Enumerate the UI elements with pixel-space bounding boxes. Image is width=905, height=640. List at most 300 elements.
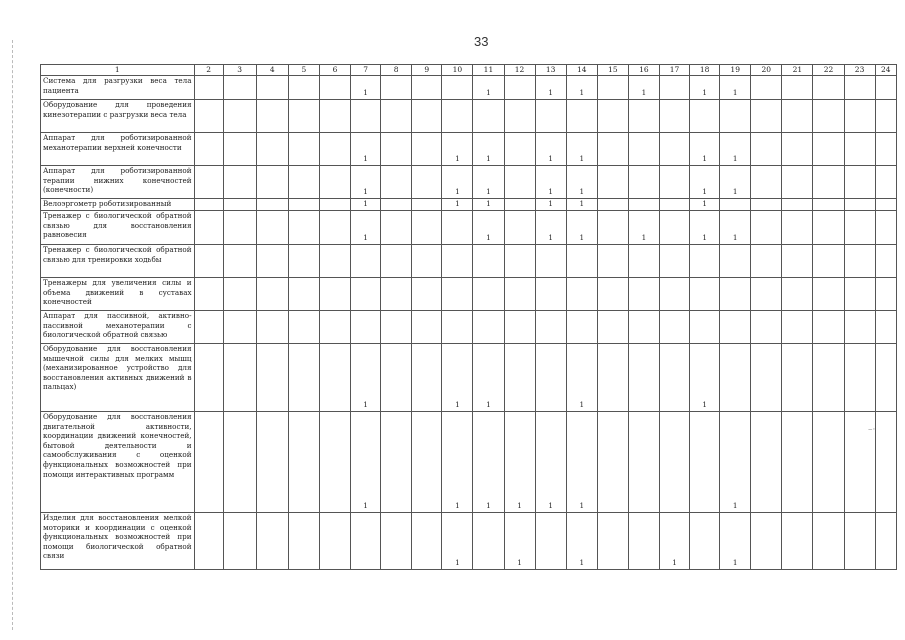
equipment-name: Аппарат для роботизированной терапии нижних конечностей (конечности) (41, 166, 195, 199)
table-cell-col-22 (813, 133, 844, 166)
table-cell-col-18 (690, 245, 720, 278)
table-cell-col-21 (782, 76, 813, 100)
table-cell-col-15 (597, 412, 628, 513)
table-cell-col-7: 1 (351, 166, 381, 199)
table-cell-col-10 (442, 211, 473, 245)
table-cell-col-2 (194, 513, 223, 570)
table-cell-col-18: 1 (690, 199, 720, 211)
table-cell-col-15 (597, 311, 628, 344)
column-header-15: 15 (597, 65, 628, 76)
table-cell-col-5 (288, 211, 319, 245)
table-cell-col-20 (751, 344, 782, 412)
table-cell-col-10: 1 (442, 513, 473, 570)
table-cell-col-7: 1 (351, 211, 381, 245)
table-cell-col-13 (535, 278, 566, 311)
table-cell-col-4 (256, 344, 288, 412)
table-cell-col-6 (319, 344, 350, 412)
table-cell-col-10 (442, 245, 473, 278)
table-cell-col-5 (288, 76, 319, 100)
table-cell-col-16: 1 (628, 76, 659, 100)
table-cell-col-8 (381, 76, 412, 100)
table-cell-col-3 (223, 311, 256, 344)
table-cell-col-7 (351, 513, 381, 570)
table-cell-col-10: 1 (442, 166, 473, 199)
table-cell-col-14 (566, 278, 597, 311)
table-cell-col-19: 1 (720, 211, 751, 245)
table-cell-col-9 (412, 76, 442, 100)
table-row (41, 100, 897, 133)
table-cell-col-24 (875, 311, 896, 344)
table-cell-col-19 (720, 199, 751, 211)
table-cell-col-15 (597, 76, 628, 100)
table-cell-col-11 (473, 100, 504, 133)
table-cell-col-4 (256, 100, 288, 133)
table-cell-col-21 (782, 344, 813, 412)
table-cell-col-17 (659, 412, 689, 513)
table-cell-col-7: 1 (351, 412, 381, 513)
table-cell-col-11 (473, 311, 504, 344)
table-cell-col-2 (194, 278, 223, 311)
table-cell-col-20 (751, 166, 782, 199)
table-cell-col-9 (412, 311, 442, 344)
column-header-21: 21 (782, 65, 813, 76)
column-header-18: 18 (690, 65, 720, 76)
table-cell-col-18 (690, 311, 720, 344)
table-cell-col-9 (412, 166, 442, 199)
table-cell-col-24 (875, 513, 896, 570)
table-cell-col-23 (844, 76, 875, 100)
table-cell-col-13: 1 (535, 199, 566, 211)
table-cell-col-9 (412, 513, 442, 570)
table-cell-col-15 (597, 133, 628, 166)
table-cell-col-3 (223, 245, 256, 278)
table-cell-col-24 (875, 76, 896, 100)
table-cell-col-22 (813, 513, 844, 570)
table-cell-col-16 (628, 344, 659, 412)
table-cell-col-3 (223, 100, 256, 133)
margin-dashed-line (12, 40, 14, 630)
table-cell-col-8 (381, 344, 412, 412)
table-row (41, 513, 897, 570)
table-cell-col-21 (782, 278, 813, 311)
table-cell-col-8 (381, 166, 412, 199)
table-cell-col-4 (256, 513, 288, 570)
table-cell-col-14 (566, 100, 597, 133)
table-row (41, 245, 897, 278)
column-header-5: 5 (288, 65, 319, 76)
table-cell-col-7: 1 (351, 133, 381, 166)
table-cell-col-19: 1 (720, 412, 751, 513)
table-cell-col-20 (751, 199, 782, 211)
table-cell-col-22 (813, 76, 844, 100)
table-cell-col-21 (782, 133, 813, 166)
table-cell-col-12 (504, 245, 535, 278)
table-cell-col-6 (319, 76, 350, 100)
table-cell-col-7 (351, 245, 381, 278)
table-cell-col-19: 1 (720, 513, 751, 570)
table-cell-col-20 (751, 311, 782, 344)
table-cell-col-12 (504, 133, 535, 166)
table-cell-col-2 (194, 311, 223, 344)
column-header-14: 14 (566, 65, 597, 76)
table-cell-col-20 (751, 76, 782, 100)
table-cell-col-3 (223, 166, 256, 199)
table-cell-col-11 (473, 278, 504, 311)
table-cell-col-13: 1 (535, 211, 566, 245)
table-cell-col-22 (813, 211, 844, 245)
table-cell-col-13 (535, 100, 566, 133)
table-cell-col-3 (223, 211, 256, 245)
table-cell-col-12 (504, 199, 535, 211)
table-cell-col-24 (875, 166, 896, 199)
table-cell-col-20 (751, 513, 782, 570)
table-cell-col-11: 1 (473, 133, 504, 166)
table-cell-col-19 (720, 100, 751, 133)
table-cell-col-20 (751, 133, 782, 166)
column-header-13: 13 (535, 65, 566, 76)
table-cell-col-15 (597, 513, 628, 570)
table-row (41, 311, 897, 344)
table-cell-col-21 (782, 211, 813, 245)
table-cell-col-6 (319, 166, 350, 199)
table-cell-col-18 (690, 100, 720, 133)
table-cell-col-15 (597, 245, 628, 278)
table-cell-col-2 (194, 166, 223, 199)
table-cell-col-24 (875, 100, 896, 133)
table-cell-col-10 (442, 311, 473, 344)
table-cell-col-14 (566, 311, 597, 344)
table-cell-col-10 (442, 76, 473, 100)
table-cell-col-15 (597, 278, 628, 311)
table-cell-col-18: 1 (690, 133, 720, 166)
table-cell-col-13: 1 (535, 133, 566, 166)
table-cell-col-7: 1 (351, 199, 381, 211)
table-cell-col-15 (597, 199, 628, 211)
table-cell-col-11: 1 (473, 199, 504, 211)
column-header-17: 17 (659, 65, 689, 76)
table-cell-col-5 (288, 100, 319, 133)
table-cell-col-16 (628, 412, 659, 513)
column-header-3: 3 (223, 65, 256, 76)
table-row (41, 166, 897, 199)
table-cell-col-20 (751, 211, 782, 245)
column-header-16: 16 (628, 65, 659, 76)
table-cell-col-20 (751, 412, 782, 513)
column-header-12: 12 (504, 65, 535, 76)
table-cell-col-5 (288, 344, 319, 412)
table-cell-col-6 (319, 278, 350, 311)
header-row (41, 65, 897, 76)
table-cell-col-6 (319, 100, 350, 133)
table-cell-col-18: 1 (690, 166, 720, 199)
column-header-2: 2 (194, 65, 223, 76)
equipment-name: Аппарат для пассивной, активно-пассивной механотерапии с биологической обратной связью (41, 311, 195, 344)
table-cell-col-21 (782, 166, 813, 199)
table-cell-col-13 (535, 513, 566, 570)
table-cell-col-13 (535, 245, 566, 278)
table-cell-col-5 (288, 133, 319, 166)
table-row (41, 412, 897, 513)
table-cell-col-9 (412, 133, 442, 166)
table-cell-col-12 (504, 76, 535, 100)
table-cell-col-6 (319, 199, 350, 211)
table-cell-col-19: 1 (720, 133, 751, 166)
table-cell-col-6 (319, 513, 350, 570)
table-cell-col-14: 1 (566, 211, 597, 245)
column-header-22: 22 (813, 65, 844, 76)
table-cell-col-17 (659, 100, 689, 133)
table-cell-col-14 (566, 245, 597, 278)
equipment-table (40, 64, 897, 570)
table-row (41, 199, 897, 211)
table-cell-col-24 (875, 211, 896, 245)
equipment-name: Тренажер с биологической обратной связью для тренировки ходьбы (41, 245, 195, 278)
table-cell-col-8 (381, 100, 412, 133)
table-cell-col-7: 1 (351, 344, 381, 412)
table-cell-col-16 (628, 311, 659, 344)
table-cell-col-14: 1 (566, 344, 597, 412)
table-cell-col-7 (351, 311, 381, 344)
table-cell-col-23 (844, 133, 875, 166)
table-cell-col-15 (597, 100, 628, 133)
table-cell-col-3 (223, 133, 256, 166)
table-cell-col-18 (690, 412, 720, 513)
table-cell-col-18 (690, 278, 720, 311)
table-cell-col-23 (844, 311, 875, 344)
table-cell-col-12 (504, 278, 535, 311)
table-cell-col-7 (351, 100, 381, 133)
table-cell-col-22 (813, 344, 844, 412)
table-cell-col-10: 1 (442, 344, 473, 412)
table-cell-col-5 (288, 166, 319, 199)
table-cell-col-24 (875, 412, 896, 513)
table-row (41, 278, 897, 311)
table-cell-col-7 (351, 278, 381, 311)
table-cell-col-16 (628, 278, 659, 311)
table-cell-col-21 (782, 199, 813, 211)
table-cell-col-17 (659, 211, 689, 245)
table-cell-col-9 (412, 245, 442, 278)
table-cell-col-13 (535, 344, 566, 412)
table-cell-col-19: 1 (720, 166, 751, 199)
table-cell-col-8 (381, 278, 412, 311)
table-cell-col-2 (194, 100, 223, 133)
table-cell-col-19 (720, 311, 751, 344)
table-cell-col-16 (628, 199, 659, 211)
table-cell-col-11: 1 (473, 211, 504, 245)
table-cell-col-23 (844, 199, 875, 211)
table-cell-col-6 (319, 211, 350, 245)
table-cell-col-22 (813, 278, 844, 311)
table-cell-col-23 (844, 245, 875, 278)
table-cell-col-23 (844, 513, 875, 570)
table-cell-col-20 (751, 100, 782, 133)
table-cell-col-17 (659, 166, 689, 199)
column-header-19: 19 (720, 65, 751, 76)
table-cell-col-4 (256, 245, 288, 278)
table-cell-col-11: 1 (473, 166, 504, 199)
table-cell-col-13 (535, 311, 566, 344)
table-cell-col-21 (782, 311, 813, 344)
equipment-name: Изделия для восстановления мелкой моторики и координации с оценкой функциональных возможностей при помощи биологической обратной связи (41, 513, 195, 570)
table-cell-col-8 (381, 211, 412, 245)
table-cell-col-19: 1 (720, 76, 751, 100)
table-row (41, 133, 897, 166)
table-cell-col-12: 1 (504, 513, 535, 570)
table-cell-col-14: 1 (566, 133, 597, 166)
table-cell-col-17 (659, 245, 689, 278)
equipment-name: Оборудование для восстановления мышечной силы для мелких мышц (механизированное устройство для восстановления активных движений в пальцах) (41, 344, 195, 412)
table-cell-col-15 (597, 166, 628, 199)
table-cell-col-4 (256, 133, 288, 166)
table-cell-col-5 (288, 199, 319, 211)
table-cell-col-16 (628, 245, 659, 278)
table-cell-col-12: 1 (504, 412, 535, 513)
equipment-name: Оборудование для восстановления двигательной активности, координации движений конечностей, бытовой деятельности и самообслуживания с оценкой функциональных возможностей при помощи интерактивных программ (41, 412, 195, 513)
table-cell-col-10 (442, 100, 473, 133)
table-cell-col-20 (751, 278, 782, 311)
table-cell-col-18: 1 (690, 344, 720, 412)
equipment-name: Аппарат для роботизированной механотерапии верхней конечности (41, 133, 195, 166)
table-cell-col-21 (782, 412, 813, 513)
table-cell-col-13: 1 (535, 166, 566, 199)
equipment-name: Тренажеры для увеличения силы и объема движений в суставах конечностей (41, 278, 195, 311)
table-cell-col-23 (844, 100, 875, 133)
table-cell-col-3 (223, 344, 256, 412)
table-cell-col-3 (223, 76, 256, 100)
table-cell-col-17: 1 (659, 513, 689, 570)
table-cell-col-2 (194, 133, 223, 166)
table-cell-col-16: 1 (628, 211, 659, 245)
table-cell-col-19 (720, 344, 751, 412)
table-cell-col-24 (875, 133, 896, 166)
table-cell-col-8 (381, 311, 412, 344)
table-cell-col-8 (381, 513, 412, 570)
table-cell-col-11 (473, 245, 504, 278)
table-cell-col-24 (875, 245, 896, 278)
column-header-20: 20 (751, 65, 782, 76)
column-header-10: 10 (442, 65, 473, 76)
column-header-9: 9 (412, 65, 442, 76)
table-cell-col-10 (442, 278, 473, 311)
table-cell-col-5 (288, 513, 319, 570)
equipment-name: Система для разгрузки веса тела пациента (41, 76, 195, 100)
table-cell-col-3 (223, 278, 256, 311)
stray-mark: –· (868, 425, 876, 435)
table-cell-col-4 (256, 166, 288, 199)
table-cell-col-14: 1 (566, 513, 597, 570)
table-cell-col-6 (319, 133, 350, 166)
table-cell-col-13: 1 (535, 412, 566, 513)
table-cell-col-12 (504, 211, 535, 245)
table-cell-col-5 (288, 278, 319, 311)
table-cell-col-10: 1 (442, 133, 473, 166)
table-cell-col-16 (628, 100, 659, 133)
table-cell-col-8 (381, 199, 412, 211)
table-cell-col-16 (628, 166, 659, 199)
table-cell-col-12 (504, 311, 535, 344)
table-cell-col-9 (412, 344, 442, 412)
table-cell-col-21 (782, 245, 813, 278)
table-cell-col-10: 1 (442, 412, 473, 513)
table-cell-col-9 (412, 211, 442, 245)
table-cell-col-19 (720, 278, 751, 311)
table-cell-col-12 (504, 166, 535, 199)
table-cell-col-9 (412, 412, 442, 513)
column-header-4: 4 (256, 65, 288, 76)
table-row (41, 344, 897, 412)
table-cell-col-22 (813, 245, 844, 278)
table-cell-col-11 (473, 513, 504, 570)
table-cell-col-22 (813, 199, 844, 211)
table-cell-col-6 (319, 245, 350, 278)
table-cell-col-7: 1 (351, 76, 381, 100)
column-header-23: 23 (844, 65, 875, 76)
table-cell-col-6 (319, 412, 350, 513)
table-row (41, 76, 897, 100)
column-header-6: 6 (319, 65, 350, 76)
equipment-name: Велоэргометр роботизированный (41, 199, 195, 211)
table-cell-col-17 (659, 133, 689, 166)
table-cell-col-11: 1 (473, 344, 504, 412)
table-cell-col-5 (288, 311, 319, 344)
table-cell-col-18: 1 (690, 211, 720, 245)
table-cell-col-9 (412, 199, 442, 211)
table-cell-col-2 (194, 211, 223, 245)
table-cell-col-4 (256, 76, 288, 100)
table-cell-col-8 (381, 412, 412, 513)
table-cell-col-22 (813, 412, 844, 513)
table-cell-col-18: 1 (690, 76, 720, 100)
table-cell-col-17 (659, 199, 689, 211)
table-cell-col-22 (813, 311, 844, 344)
table-cell-col-13: 1 (535, 76, 566, 100)
column-header-7: 7 (351, 65, 381, 76)
table-cell-col-19 (720, 245, 751, 278)
page-number: 33 (474, 34, 489, 49)
table-cell-col-4 (256, 199, 288, 211)
table-cell-col-16 (628, 513, 659, 570)
table-cell-col-24 (875, 278, 896, 311)
table-cell-col-2 (194, 199, 223, 211)
table-cell-col-3 (223, 412, 256, 513)
table-cell-col-23 (844, 211, 875, 245)
table-cell-col-4 (256, 278, 288, 311)
table-cell-col-15 (597, 211, 628, 245)
table-cell-col-21 (782, 513, 813, 570)
table-row (41, 211, 897, 245)
table-cell-col-24 (875, 344, 896, 412)
table-cell-col-23 (844, 278, 875, 311)
column-header-24: 24 (875, 65, 896, 76)
table-cell-col-14: 1 (566, 76, 597, 100)
table-cell-col-8 (381, 245, 412, 278)
column-header-1: 1 (41, 65, 195, 76)
table-cell-col-12 (504, 344, 535, 412)
table-cell-col-10: 1 (442, 199, 473, 211)
table-cell-col-6 (319, 311, 350, 344)
table-cell-col-3 (223, 513, 256, 570)
table-cell-col-17 (659, 76, 689, 100)
column-header-8: 8 (381, 65, 412, 76)
table-cell-col-17 (659, 278, 689, 311)
table-cell-col-14: 1 (566, 199, 597, 211)
table-cell-col-15 (597, 344, 628, 412)
table-cell-col-17 (659, 344, 689, 412)
table-cell-col-12 (504, 100, 535, 133)
table-cell-col-21 (782, 100, 813, 133)
table-cell-col-22 (813, 166, 844, 199)
